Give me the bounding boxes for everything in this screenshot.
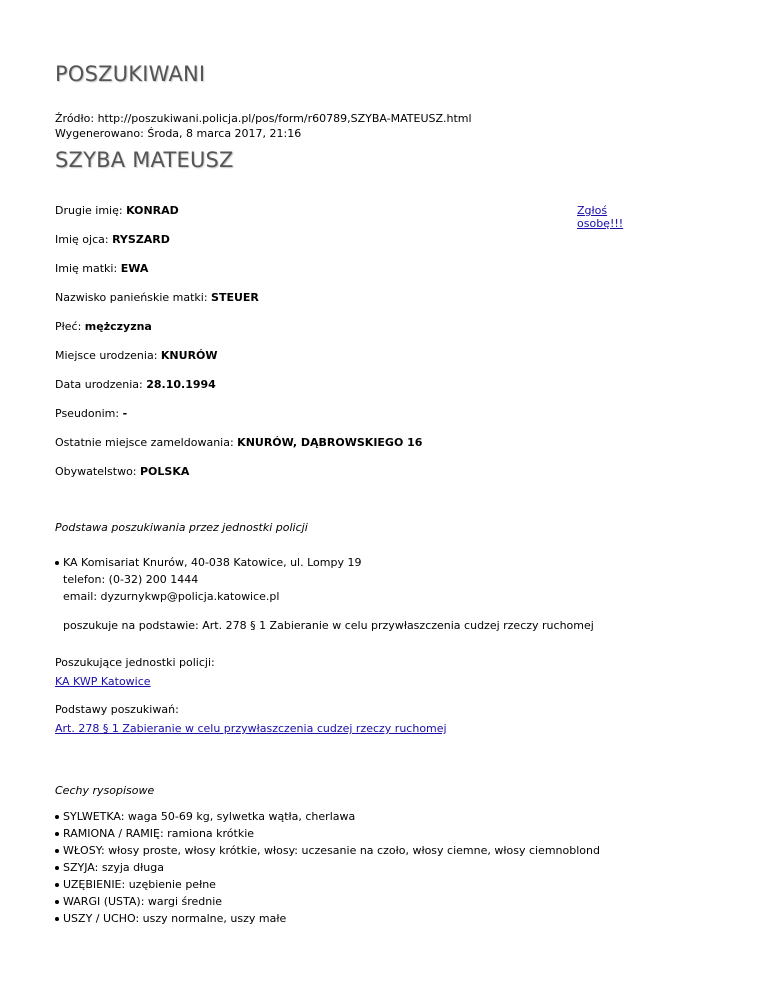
field-label: Imię ojca: [55, 233, 113, 246]
search-grounds-label: Podstawy poszukiwań: [55, 703, 179, 716]
field-value: KONRAD [126, 204, 179, 217]
field-value: EWA [120, 262, 149, 275]
field-label: Data urodzenia: [55, 378, 147, 391]
field-label: Imię matki: [55, 262, 121, 275]
unit-phone: telefon: (0-32) 200 1444 [63, 573, 199, 586]
unit-email: email: dyzurnykwp@policja.katowice.pl [63, 590, 280, 603]
field-label: Pseudonim: [55, 407, 123, 420]
field-label: Drugie imię: [55, 204, 127, 217]
feature-item: UZĘBIENIE: uzębienie pełne [55, 876, 600, 893]
search-unit-entry [55, 554, 361, 605]
field-value: mężczyzna [84, 320, 152, 333]
generated-line: Wygenerowano: Środa, 8 marca 2017, 21:16 [55, 127, 302, 140]
feature-item: RAMIONA / RAMIĘ: ramiona krótkie [55, 825, 600, 842]
field-citizenship [55, 465, 189, 478]
field-sex [55, 320, 152, 333]
field-label: Miejsce urodzenia: [55, 349, 161, 362]
field-value: KNURÓW, DĄBROWSKIEGO 16 [237, 436, 423, 449]
field-label: Płeć: [55, 320, 85, 333]
source-line: Źródło: http://poszukiwani.policja.pl/pos/form/r60789,SZYBA-MATEUSZ.html [55, 112, 472, 125]
feature-item: SZYJA: szyja długa [55, 859, 600, 876]
field-label: Ostatnie miejsce zameldowania: [55, 436, 238, 449]
feature-item: SYLWETKA: waga 50-69 kg, sylwetka wątła, cherlawa [55, 808, 600, 825]
field-value: KNURÓW [160, 349, 218, 362]
field-value: RYSZARD [112, 233, 170, 246]
unit-name: KA Komisariat Knurów, 40-038 Katowice, ul. Lompy 19 [55, 554, 361, 571]
field-nickname [55, 407, 127, 420]
field-birthplace [55, 349, 218, 362]
feature-item: WARGI (USTA): wargi średnie [55, 893, 600, 910]
features-list [55, 808, 600, 927]
report-person-link[interactable]: Zgłoś osobę!!! [577, 204, 624, 230]
search-basis-heading: Podstawa poszukiwania przez jednostki policji [55, 521, 308, 534]
field-value: STEUER [211, 291, 259, 304]
field-mother-maiden-name [55, 291, 259, 304]
features-heading: Cechy rysopisowe [55, 784, 155, 797]
field-label: Nazwisko panieńskie matki: [55, 291, 212, 304]
document-meta [55, 111, 472, 141]
site-title: POSZUKIWANI [55, 62, 206, 86]
field-value: POLSKA [140, 465, 190, 478]
field-value: - [122, 407, 128, 420]
field-label: Obywatelstwo: [55, 465, 140, 478]
field-middle-name [55, 204, 179, 217]
field-value: 28.10.1994 [146, 378, 216, 391]
feature-item: WŁOSY: włosy proste, włosy krótkie, włosy: uczesanie na czoło, włosy ciemne, włosy ciemnoblond [55, 842, 600, 859]
field-mother-name [55, 262, 148, 275]
search-units-label: Poszukujące jednostki policji: [55, 656, 215, 669]
search-grounds-link[interactable]: Art. 278 § 1 Zabieranie w celu przywłaszczenia cudzej rzeczy ruchomej [55, 722, 447, 735]
field-father-name [55, 233, 170, 246]
person-name: SZYBA MATEUSZ [55, 148, 234, 172]
field-birthdate [55, 378, 216, 391]
search-unit-link[interactable]: KA KWP Katowice [55, 675, 151, 688]
feature-item: USZY / UCHO: uszy normalne, uszy małe [55, 910, 600, 927]
field-last-address [55, 436, 422, 449]
search-basis-text: poszukuje na podstawie: Art. 278 § 1 Zabieranie w celu przywłaszczenia cudzej rzeczy ruchomej [63, 619, 594, 632]
